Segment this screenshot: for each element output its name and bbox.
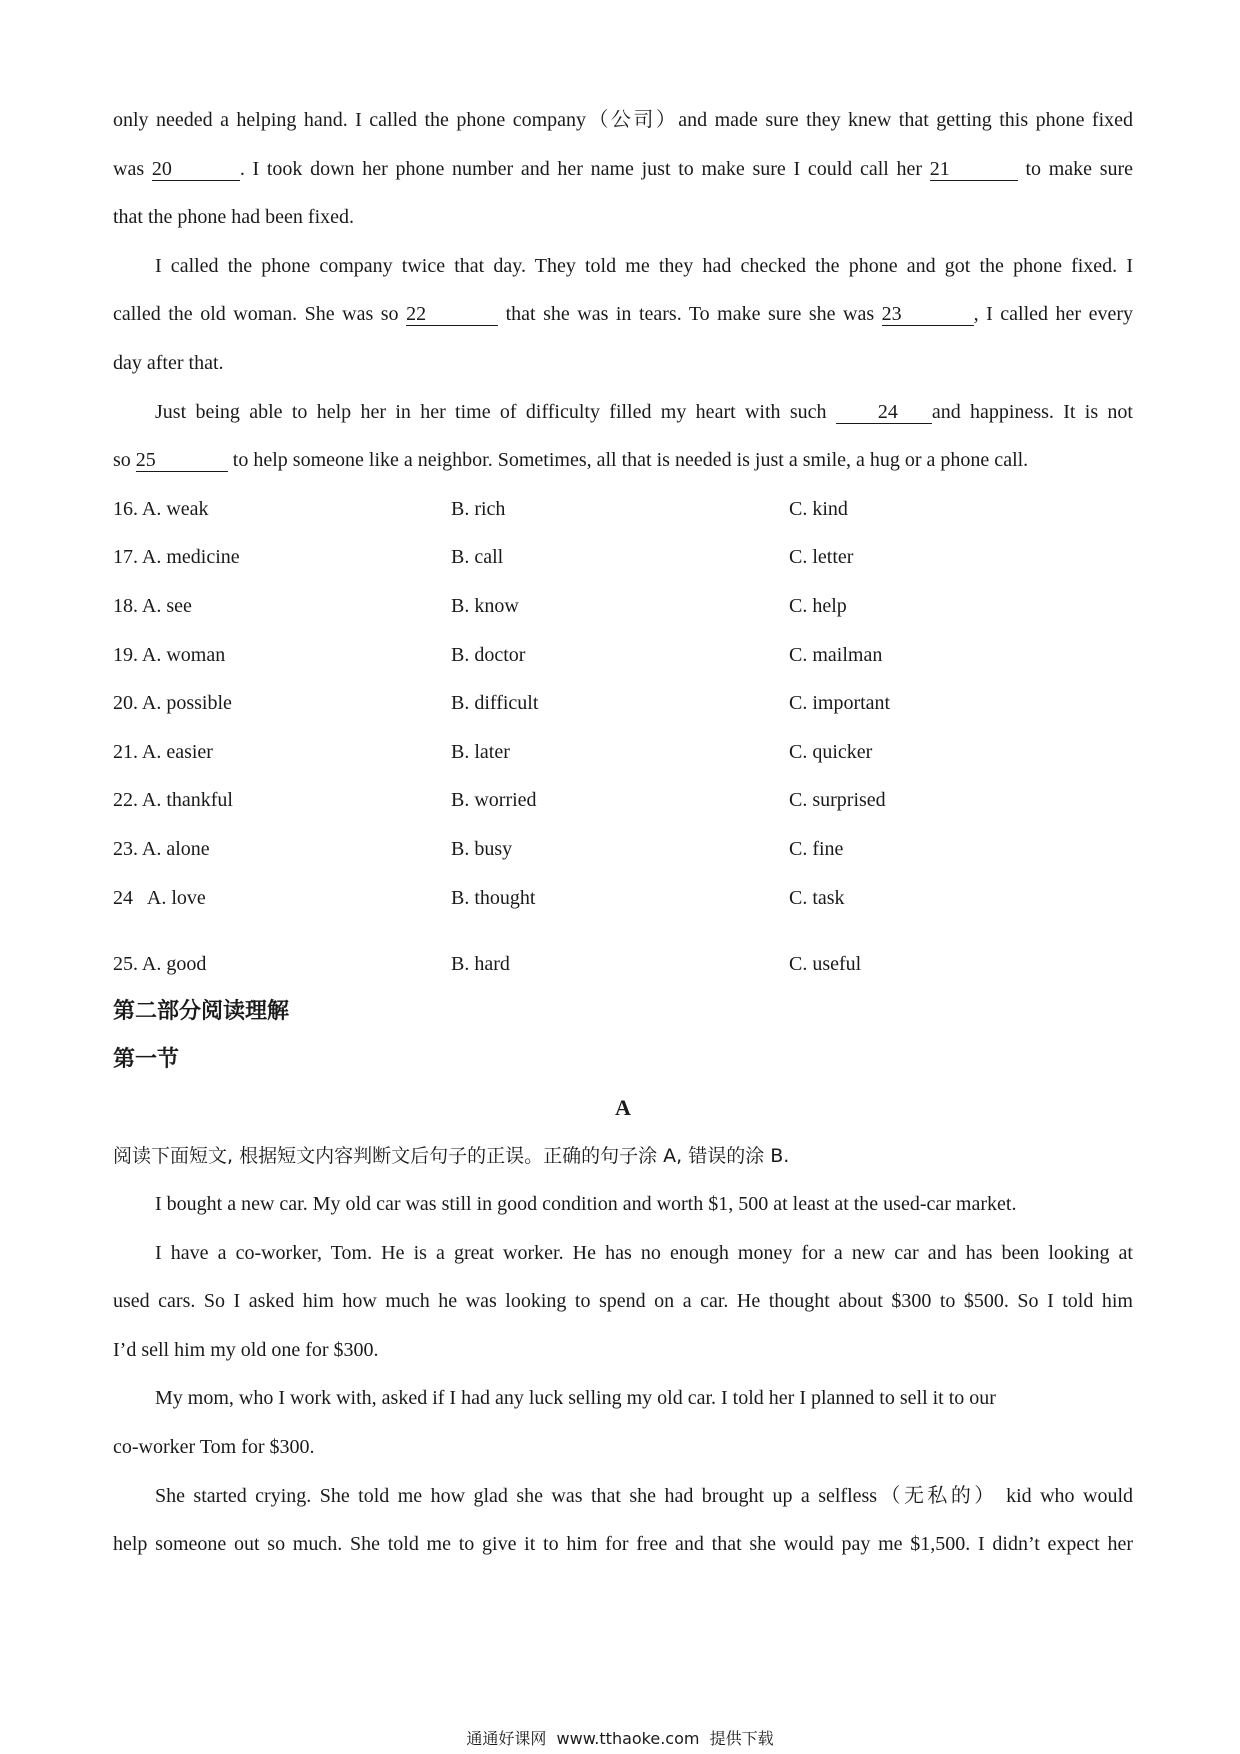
story-line: She started crying. She told me how glad she was that she had brought up a selfless（无私的） kid who would: [155, 1484, 1133, 1507]
option-a: 23. A. alone: [113, 837, 210, 860]
option-b: B. rich: [451, 497, 506, 520]
option-b: B. worried: [451, 789, 537, 812]
option-a: 21. A. easier: [113, 740, 213, 763]
option-row: [113, 533, 1133, 582]
option-a: 19. A. woman: [113, 643, 226, 666]
passage-line: called the old woman. She was so 22 that she was in tears. To make sure she was 23 , I called her every: [113, 303, 1134, 326]
section-letter: A: [615, 1095, 631, 1121]
option-a: 18. A. see: [113, 594, 192, 617]
passage-line: I called the phone company twice that day. They told me they had checked the phone and got the phone fixed. I: [155, 254, 1133, 277]
option-b: B. know: [451, 594, 519, 617]
option-row: [113, 940, 1133, 989]
option-row: [113, 874, 1133, 940]
story-line: used cars. So I asked him how much he was looking to spend on a car. He thought about $300 to $500. So I told him: [113, 1290, 1133, 1313]
blank-22: 22: [406, 303, 498, 326]
option-b: B. hard: [451, 952, 510, 975]
option-c: C. fine: [789, 837, 844, 860]
option-c: C. mailman: [789, 643, 883, 666]
option-c: C. kind: [789, 497, 848, 520]
document-page: [113, 96, 1133, 1569]
passage-line: Just being able to help her in her time of difficulty filled my heart with such 24 and happiness. It is not: [155, 400, 1133, 423]
option-row: [113, 485, 1133, 534]
option-b: B. later: [451, 740, 510, 763]
story-line: I bought a new car. My old car was still in good condition and worth $1, 500 at least at the used-car market.: [155, 1193, 1017, 1216]
option-row: [113, 825, 1133, 874]
blank-21: 21: [930, 158, 1018, 181]
option-row: [113, 776, 1133, 825]
passage-line: that the phone had been fixed.: [113, 206, 355, 229]
option-a: 24 A. love: [113, 886, 206, 909]
option-b: B. thought: [451, 886, 536, 909]
option-c: C. important: [789, 692, 891, 715]
section-title: 第一节: [113, 1047, 180, 1073]
option-c: C. surprised: [789, 789, 886, 812]
option-c: C. letter: [789, 546, 854, 569]
story-line: I’d sell him my old one for $300.: [113, 1338, 379, 1361]
blank-24: 24: [836, 401, 932, 424]
option-row: [113, 631, 1133, 680]
blank-25: 25: [136, 449, 228, 472]
option-a: 16. A. weak: [113, 497, 209, 520]
option-a: 25. A. good: [113, 952, 207, 975]
option-b: B. call: [451, 546, 504, 569]
option-b: B. doctor: [451, 643, 526, 666]
passage-line: only needed a helping hand. I called the phone company（公司）and made sure they knew that getting this phone fixed: [113, 109, 1133, 131]
page-footer: 通通好课网 www.tthaoke.com 提供下载: [466, 1729, 774, 1748]
option-a: 17. A. medicine: [113, 546, 240, 569]
option-a: 20. A. possible: [113, 692, 232, 715]
blank-23: 23: [882, 303, 974, 326]
story-line: co-worker Tom for $300.: [113, 1436, 315, 1459]
passage-line: so 25 to help someone like a neighbor. Sometimes, all that is needed is just a smile, a hug or a phone call.: [113, 449, 1029, 472]
passage-line: was 20 . I took down her phone number and her name just to make sure I could call her 21 to make sure: [113, 157, 1134, 180]
part-title: 第二部分阅读理解: [113, 999, 290, 1025]
option-c: C. help: [789, 594, 847, 617]
option-row: [113, 582, 1133, 631]
answer-options: [113, 485, 1133, 988]
story-line: I have a co-worker, Tom. He is a great worker. He has no enough money for a new car and has been looking at: [155, 1241, 1133, 1264]
blank-20: 20: [152, 158, 240, 181]
story-line: My mom, who I work with, asked if I had any luck selling my old car. I told her I planned to sell it to our: [155, 1387, 996, 1410]
option-b: B. busy: [451, 837, 513, 860]
option-b: B. difficult: [451, 692, 539, 715]
option-a: 22. A. thankful: [113, 789, 233, 812]
story-line: help someone out so much. She told me to give it to him for free and that she would pay me $1,500. I didn’t expect her: [113, 1533, 1133, 1556]
option-row: [113, 728, 1133, 777]
instruction: 阅读下面短文, 根据短文内容判断文后句子的正误。正确的句子涂 A, 错误的涂 B.: [113, 1145, 790, 1168]
passage-line: day after that.: [113, 351, 224, 374]
option-row: [113, 679, 1133, 728]
option-c: C. quicker: [789, 740, 873, 763]
option-c: C. useful: [789, 952, 862, 975]
option-c: C. task: [789, 886, 845, 909]
